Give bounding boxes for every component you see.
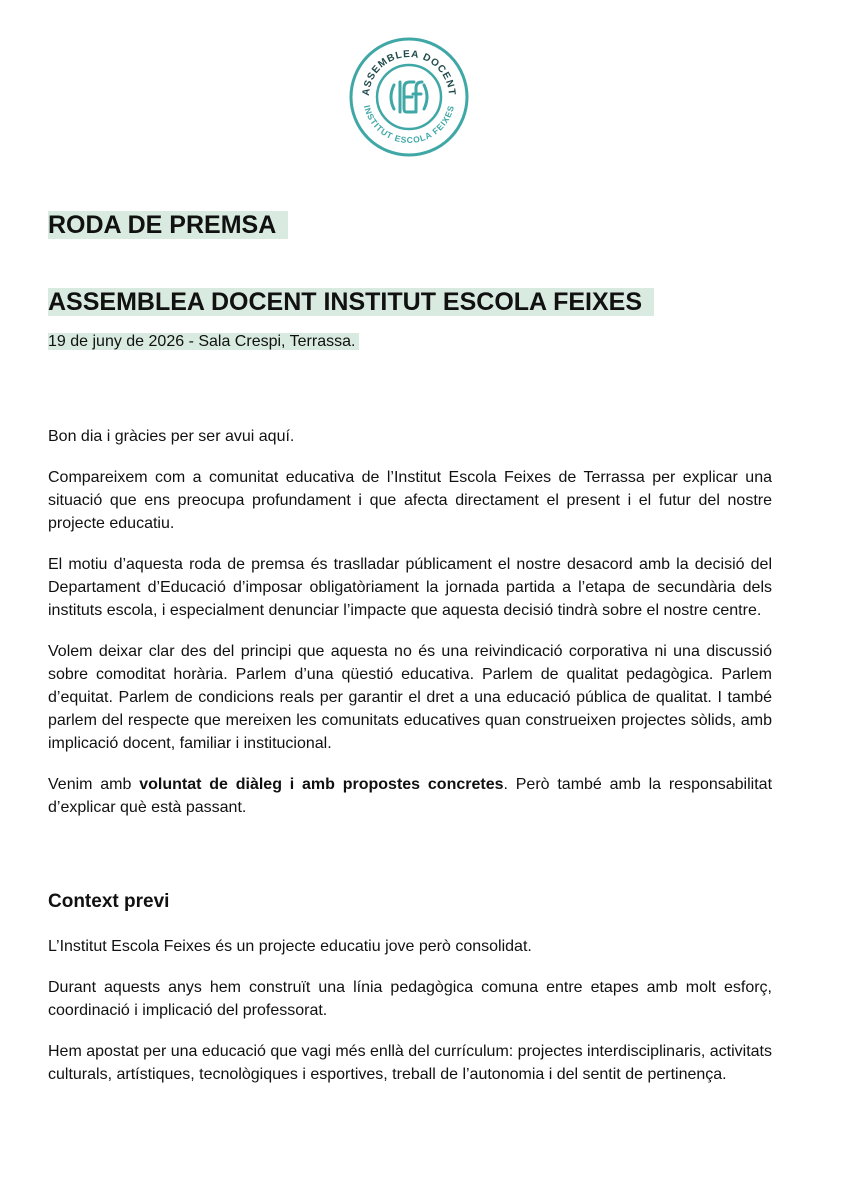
page-title: RODA DE PREMSA bbox=[48, 208, 288, 242]
section-heading: Context previ bbox=[48, 891, 170, 912]
assemblea-docent-logo bbox=[348, 36, 470, 158]
clarification-paragraph: Volem deixar clar des del principi que aquesta no és una reivindicació corporativa ni una discussió sobre comoditat horària. Parlem d’una qüestió educativa. Parlem de qualitat pedagògica. Parlem d’equitat. Parlem de condicions reals per garantir el dret a una educació pública de qualitat. I també parlem del respecte que mereixen les comunitats educatives quan construeixen projectes sòlids, amb implicació docent, familiar i institucional. bbox=[48, 643, 772, 752]
logo-top-text: ASSEMBLEA DOCENT bbox=[360, 48, 458, 97]
motive-paragraph: El motiu d’aquesta roda de premsa és traslladar públicament el nostre desacord amb la decisió del Departament d’Educació d’imposar obligatòriament la jornada partida a l’etapa de secundària dels instituts escola, i especialment denunciar l’impacte que aquesta decisió tindrà sobre el nostre centre. bbox=[48, 556, 772, 619]
context-paragraph-2: Durant aquests anys hem construït una línia pedagògica comuna entre etapes amb molt esforç, coordinació i implicació del professorat. bbox=[48, 979, 772, 1019]
svg-text:INSTITUT ESCOLA FEIXES bbox=[362, 104, 456, 145]
context-paragraph-3: Hem apostat per una educació que vagi més enllà del currículum: projectes interdisciplinaris, activitats culturals, artístiques, tecnològiques i esportives, treball de l’autonomia i del sentit de pertinença. bbox=[48, 1043, 772, 1083]
logo-bottom-text: INSTITUT ESCOLA FEIXES bbox=[361, 103, 457, 146]
page-subtitle: ASSEMBLEA DOCENT INSTITUT ESCOLA FEIXES bbox=[48, 285, 654, 319]
greeting-paragraph: Bon dia i gràcies per ser avui aquí. bbox=[48, 428, 295, 445]
date-location: 19 de juny de 2026 - Sala Crespi, Terrassa. bbox=[48, 331, 359, 353]
logo-seal-icon bbox=[348, 36, 470, 158]
context-paragraph-1: L’Institut Escola Feixes és un projecte educatiu jove però consolidat. bbox=[48, 938, 532, 955]
svg-text:ASSEMBLEA DOCENT bbox=[361, 49, 457, 97]
body-text bbox=[48, 425, 772, 1104]
dialogue-emphasis: voluntat de diàleg i amb propostes concretes bbox=[139, 776, 504, 793]
dialogue-paragraph: Venim amb voluntat de diàleg i amb propostes concretes. Però també amb la responsabilitat d’explicar què està passant. bbox=[48, 776, 773, 816]
intro-paragraph: Compareixem com a comunitat educativa de l’Institut Escola Feixes de Terrassa per explicar una situació que ens preocupa profundament i que afecta directament el present i el futur del nostre projecte educatiu. bbox=[48, 469, 772, 532]
